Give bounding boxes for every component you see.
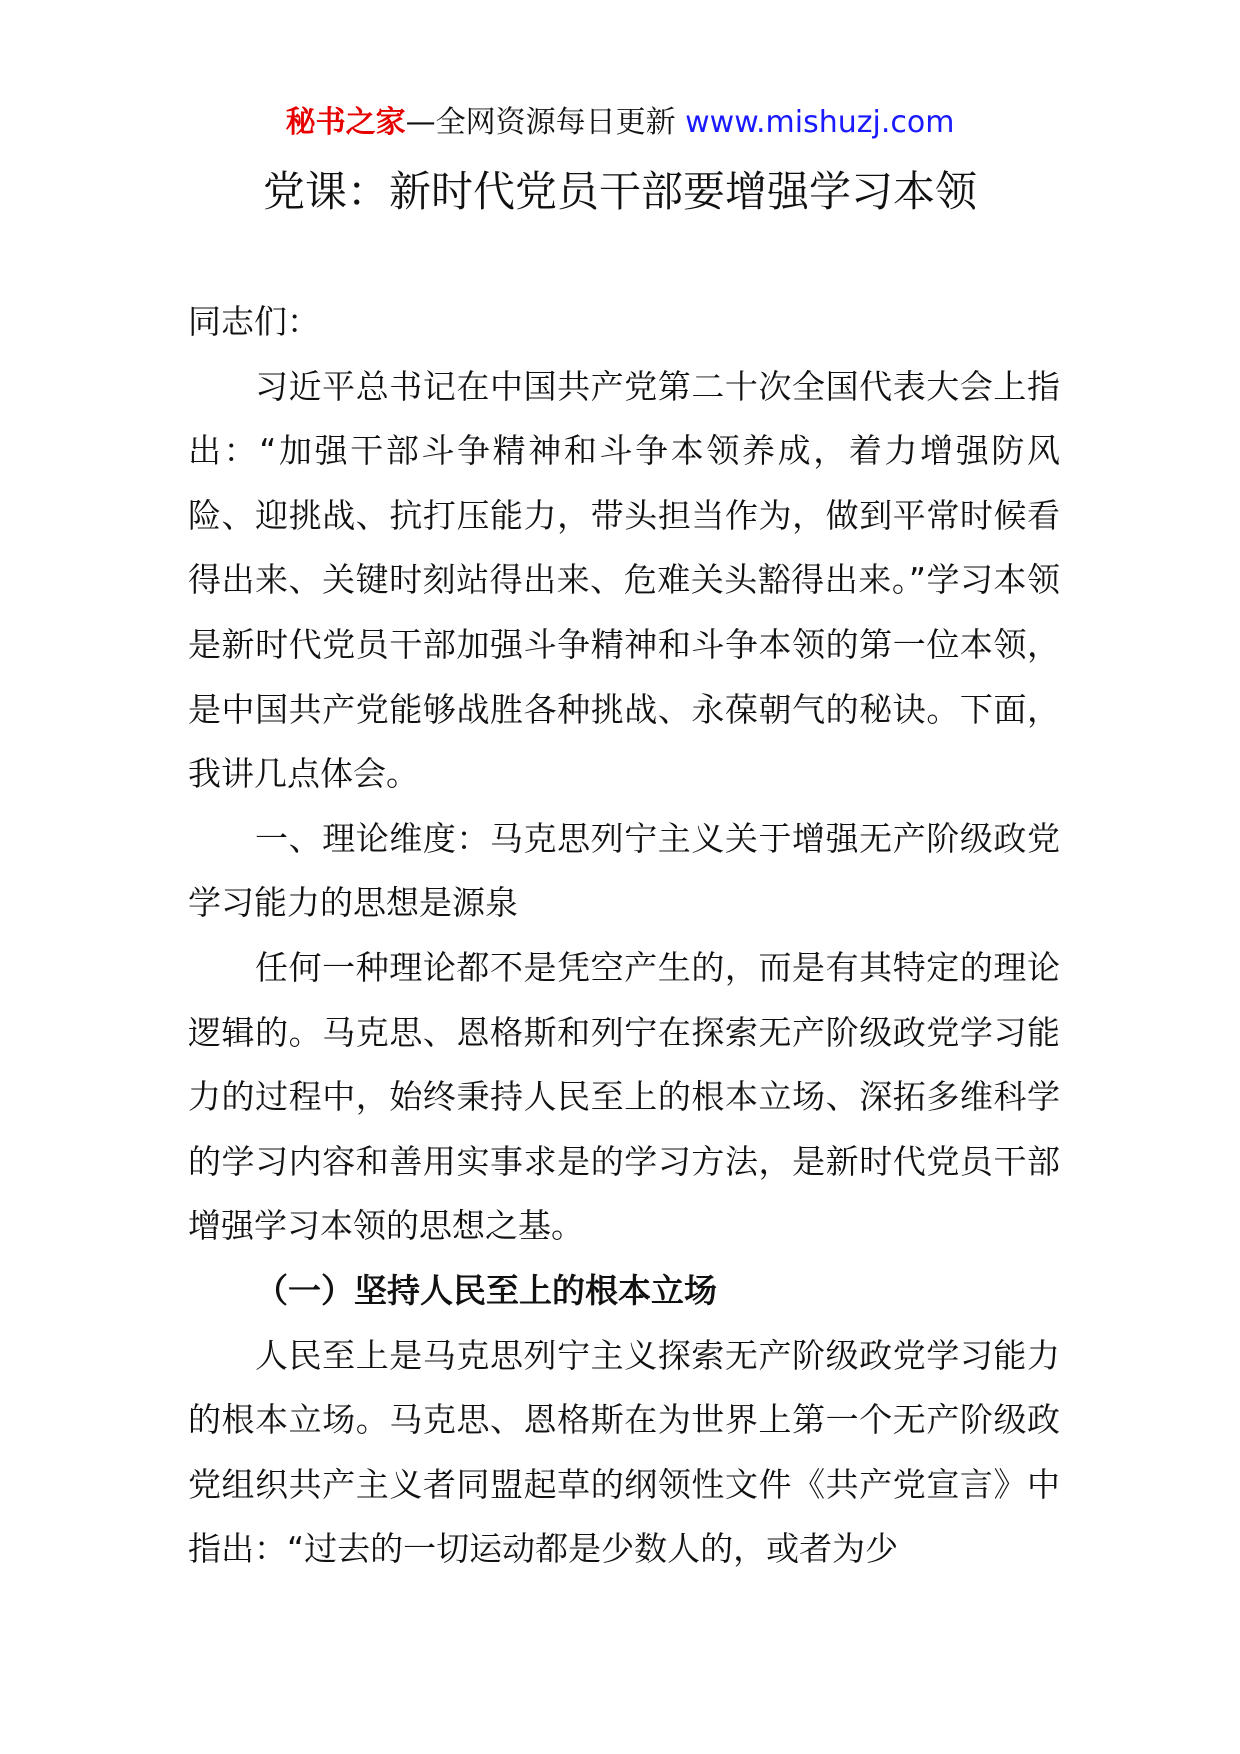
paragraph-theory: 任何一种理论都不是凭空产生的，而是有其特定的理论逻辑的。马克思、恩格斯和列宁在探索无产阶级政党学习能力的过程中，始终秉持人民至上的根本立场、深拓多维科学的学习内容和善用实事求是的学习方法，是新时代党员干部增强学习本领的思想之基。 <box>188 947 1060 1246</box>
brand-name: 秘书之家 <box>285 105 406 140</box>
header-tagline: —全网资源每日更新 <box>405 105 676 140</box>
paragraph-intro: 习近平总书记在中国共产党第二十次全国代表大会上指出：“加强干部斗争精神和斗争本领养成，着力增强防风险、迎挑战、抗打压能力，带头担当作为，做到平常时候看得出来、关键时刻站得出来、危难关头豁得出来。”学习本领是新时代党员干部加强斗争精神和斗争本领的第一位本领，是中国共产党能够战胜各种挑战、永葆朝气的秘诀。下面，我讲几点体会。 <box>188 366 1060 794</box>
salutation: 同志们： <box>188 302 320 341</box>
section-heading-1: 一、理论维度：马克思列宁主义关于增强无产阶级政党学习能力的思想是源泉 <box>188 818 1060 923</box>
site-url-link[interactable]: www.mishuzj.com <box>685 105 955 140</box>
paragraph-people-first: 人民至上是马克思列宁主义探索无产阶级政党学习能力的根本立场。马克思、恩格斯在为世界上第一个无产阶级政党组织共产主义者同盟起草的纲领性文件《共产党宣言》中指出：“过去的一切运动都是少数人的，或者为少 <box>188 1335 1060 1569</box>
subsection-heading-1: （一）坚持人民至上的根本立场 <box>255 1270 717 1310</box>
document-body <box>188 290 1060 1582</box>
site-header <box>0 100 1240 146</box>
document-title: 党课：新时代党员干部要增强学习本领 <box>262 167 977 216</box>
